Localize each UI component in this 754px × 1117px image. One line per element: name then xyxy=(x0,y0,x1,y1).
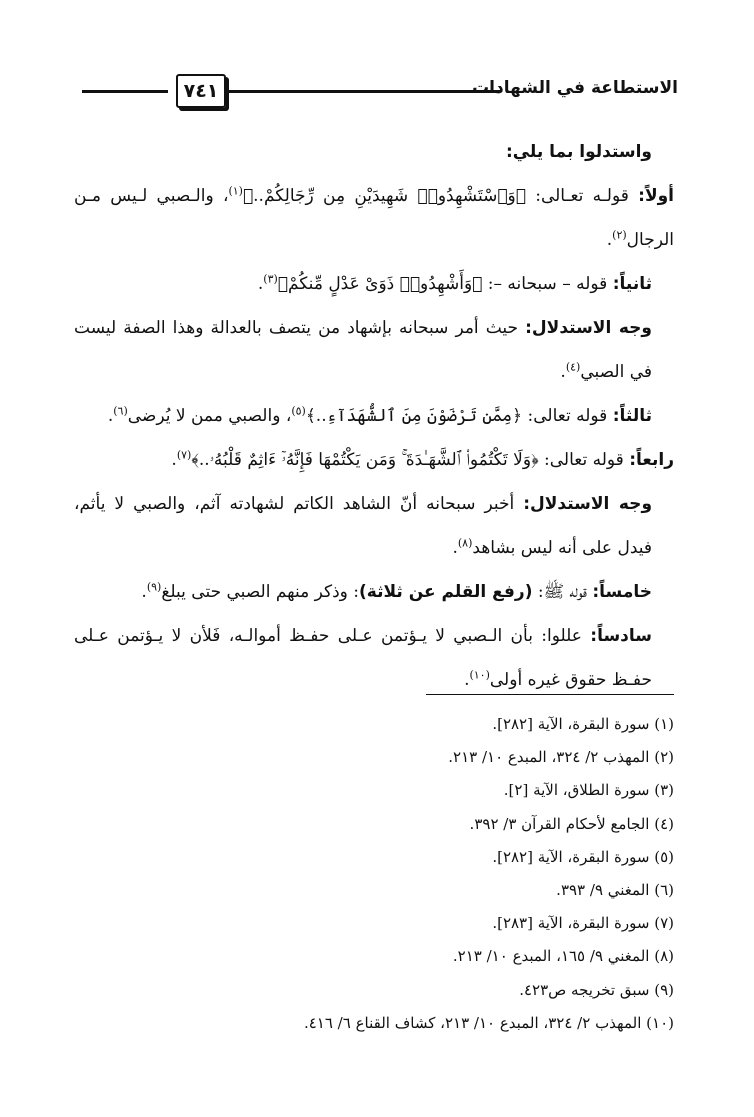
running-header xyxy=(82,72,678,112)
evidence-5 xyxy=(74,570,674,614)
evidence-6 xyxy=(74,614,674,702)
evidence-6-text: عللوا: بأن الـصبي لا يـؤتمن عـلى حفـظ أموالـه، فَلأن لا يـؤتمن عـلى حفـظ حقوق غيره أولى xyxy=(74,626,652,690)
footnote-item: (٤) الجامع لأحكام القرآن ٣/ ٣٩٢. xyxy=(469,814,674,833)
intro-text: واستدلوا بما يلي: xyxy=(505,142,652,162)
footnote-item: (٨) المغني ٩/ ١٦٥، المبدع ١٠/ ٢١٣. xyxy=(452,947,674,966)
page-number: ٧٤١ xyxy=(176,74,226,108)
evidence-1-intro: قولـه تعـالى: xyxy=(525,186,639,206)
inference-1-end: . xyxy=(560,362,566,382)
evidence-5-end: . xyxy=(141,582,147,602)
inference-2-end: . xyxy=(452,538,458,558)
inference-1-text: حيث أمر سبحانه بإشهاد من يتصف بالعدالة وهذا الصفة ليست في الصبي xyxy=(74,318,652,382)
footnote-ref-10: (١٠) xyxy=(469,668,490,682)
evidence-2-intro: قوله – سبحانه –: xyxy=(482,274,613,294)
inference-2 xyxy=(74,482,674,570)
label-third: ثالثاً: xyxy=(612,406,652,426)
quran-verse-2: ﴿وَأَشْهِدُوا۟ ذَوَىْ عَدْلٍ مِّنكُمْ﴾ xyxy=(277,274,483,294)
label-fourth: رابعاً: xyxy=(629,450,674,470)
evidence-5-intro: قوله ﷺ: xyxy=(532,582,593,602)
footnote-ref-8: (٨) xyxy=(457,536,473,550)
footnote-item: (٥) سورة البقرة، الآية [٢٨٢]. xyxy=(492,847,674,866)
evidence-4-end: . xyxy=(171,450,177,470)
header-rule-right xyxy=(228,90,500,93)
footnote-separator xyxy=(426,694,674,695)
hadith-quote: (رفع القلم عن ثلاثة) xyxy=(359,582,533,602)
evidence-4 xyxy=(74,438,674,482)
evidence-2 xyxy=(74,262,674,306)
evidence-5-text: : وذكر منهم الصبي حتى يبلغ xyxy=(161,582,360,602)
label-second: ثانياً: xyxy=(612,274,652,294)
evidence-3-text: ، والصبي ممن لا يُرضى xyxy=(127,406,292,426)
evidence-1-text: ، والـصبي لـيس مـن الرجال xyxy=(74,186,674,250)
footnote-item: (٩) سبق تخريجه ص٤٢٣. xyxy=(519,980,674,999)
label-sixth: سادساً: xyxy=(590,626,652,646)
evidence-4-intro: قوله تعالى: xyxy=(538,450,630,470)
label-first: أولاً: xyxy=(638,186,674,206)
quran-verse-3: ﴿مِمَّن تَرْضَوْنَ مِنَ ٱلشُّهَدَآءِ..﴾ xyxy=(305,406,523,426)
footnote-item: (٢) المهذب ٢/ ٣٢٤، المبدع ١٠/ ٢١٣. xyxy=(448,748,674,767)
footnote-ref-5: (٥) xyxy=(291,404,306,418)
evidence-3-end: . xyxy=(107,406,114,426)
footnote-ref-7: (٧) xyxy=(176,448,192,462)
evidence-3-intro: قوله تعالى: xyxy=(522,406,613,426)
quran-verse-1: ﴿وَٱسْتَشْهِدُوا۟ شَهِيدَيْنِ مِن رِّجَالِكُمْ..﴾ xyxy=(242,186,526,206)
evidence-3 xyxy=(74,394,674,438)
label-fifth: خامساً: xyxy=(592,582,652,602)
footnote-item: (١) سورة البقرة، الآية [٢٨٢]. xyxy=(492,715,674,733)
label-inference-1: وجه الاستدلال: xyxy=(525,318,653,338)
footnote-ref-3: (٣) xyxy=(263,272,278,286)
footnote-ref-1: (١) xyxy=(228,184,243,198)
evidence-1 xyxy=(74,174,674,262)
inference-1 xyxy=(74,306,674,394)
footnote-item: (٧) سورة البقرة، الآية [٢٨٣]. xyxy=(492,914,674,933)
footnotes xyxy=(74,708,674,1040)
evidence-6-end: . xyxy=(464,670,470,690)
evidence-2-end: . xyxy=(257,274,264,294)
evidence-1-end: . xyxy=(606,230,613,250)
header-title: الاستطاعة في الشهادات xyxy=(472,78,678,98)
inference-2-text: أخبر سبحانه أنّ الشاهد الكاتم لشهادته آثم، والصبي لا يأثم، فيدل على أنه ليس بشاهد xyxy=(74,494,652,558)
footnote-ref-4: (٤) xyxy=(565,360,581,374)
footnote-ref-2: (٢) xyxy=(612,228,627,242)
footnote-item: (٦) المغني ٩/ ٣٩٣. xyxy=(556,881,674,900)
header-rule-left xyxy=(82,90,168,93)
footnote-ref-6: (٦) xyxy=(113,404,128,418)
footnote-item: (١٠) المهذب ٢/ ٣٢٤، المبدع ١٠/ ٢١٣، كشاف القناع ٦/ ٤١٦. xyxy=(303,1013,674,1032)
label-inference-2: وجه الاستدلال: xyxy=(523,494,653,514)
footnote-ref-9: (٩) xyxy=(146,580,162,594)
main-text xyxy=(74,130,674,702)
quran-verse-4: ﴿وَلَا تَكْتُمُوا۟ ٱلشَّهَـٰدَةَ ۚ وَمَن يَكْتُمْهَا فَإِنَّهُۥٓ ءَاثِمٌ قَلْبُهُۥ..﴾ xyxy=(191,450,539,470)
intro-line xyxy=(74,130,674,174)
footnote-item: (٣) سورة الطلاق، الآية [٢]. xyxy=(503,781,674,800)
